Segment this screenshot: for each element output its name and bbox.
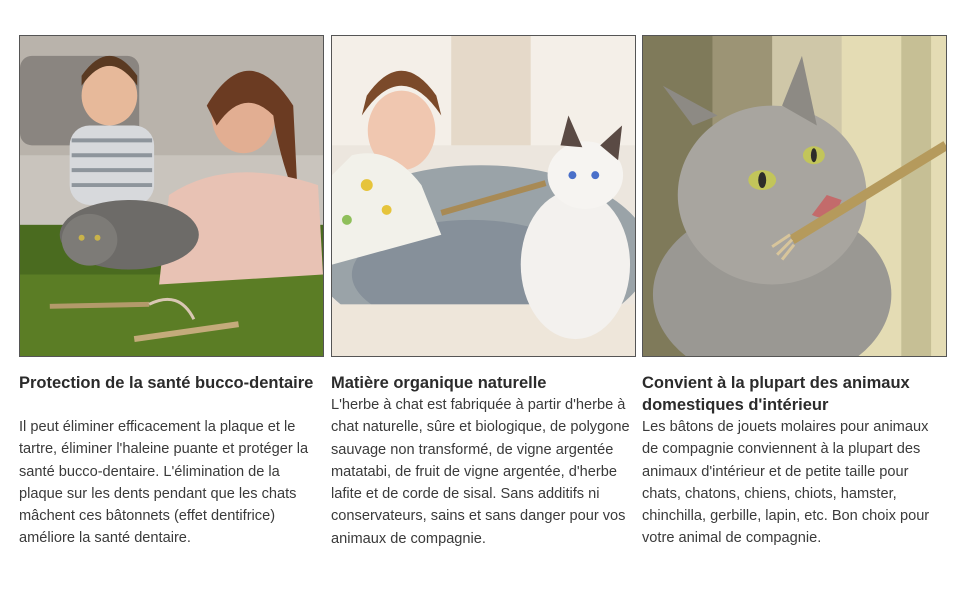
family-cat-photo [19,35,324,357]
feature-description: Les bâtons de jouets molaires pour animaux de compagnie conviennent à la plupart des animaux d'intérieur et de petite taille pour chats, chatons, chiens, chiots, hamster, chinchilla, gerbille, lapin, etc. Bon choix pour votre animal de compagnie. [642,419,930,547]
feature-title: Protection de la santé bucco-dentaire [19,374,314,392]
girl-cat-image [332,36,635,356]
girl-cat-photo [331,35,636,357]
feature-title: Convient à la plupart des animaux domestiques d'intérieur [642,374,910,414]
feature-description: Il peut éliminer efficacement la plaque et le tartre, éliminer l'haleine puante et protéger la santé bucco-dentaire. L'élimination de la plaque sur les dents pendant que les chats mâchent ces bâtonnets (effet dentifrice) améliore la santé dentaire. [19,419,309,547]
family-cat-image [20,36,323,356]
feature-title: Matière organique naturelle [331,374,547,392]
cat-chewing-image [643,36,946,356]
cat-chewing-photo [642,35,947,357]
feature-description: L'herbe à chat est fabriquée à partir d'herbe à chat naturelle, sûre et biologique, de polygone sauvage non transformé, de vigne argentée matatabi, de fruit de vigne argentée, d'herbe lafite et de corde de sisal. Sans additifs ni conservateurs, sains et sans danger pour vos animaux de compagnie. [331,397,630,547]
